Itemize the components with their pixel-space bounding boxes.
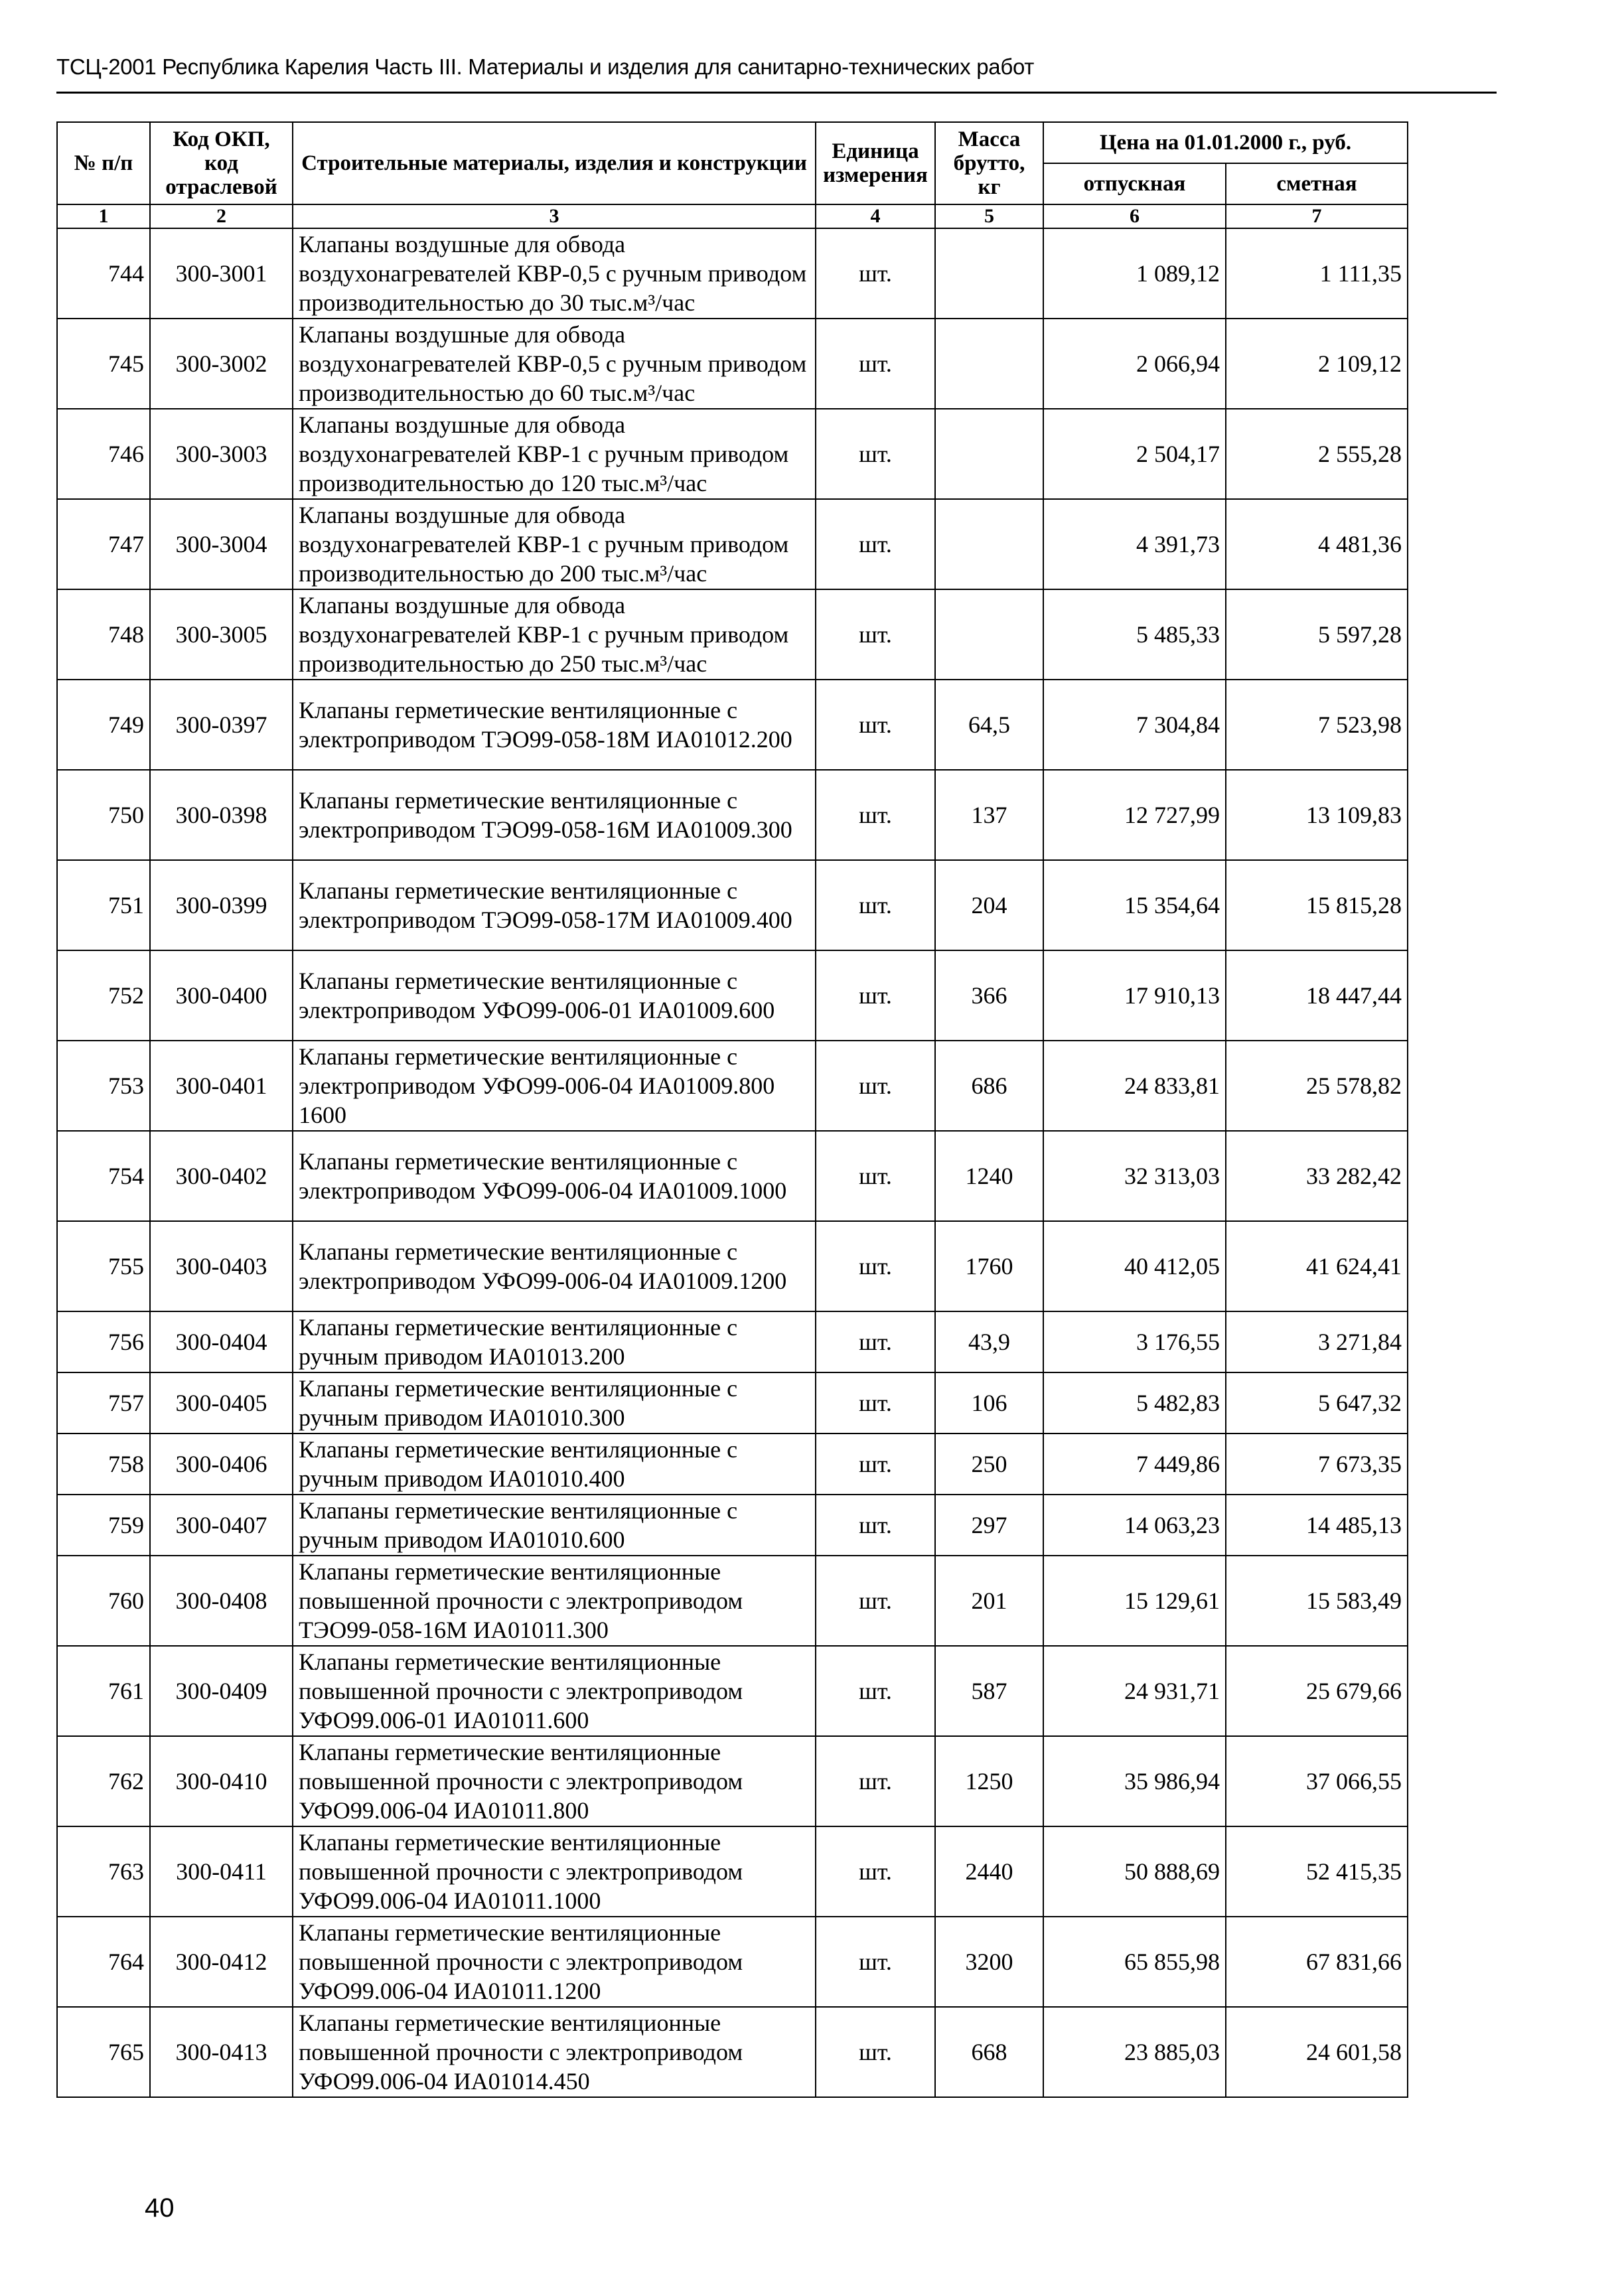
- mass: [935, 589, 1043, 680]
- unit: шт.: [816, 950, 935, 1041]
- price-release: 1 089,12: [1043, 228, 1226, 319]
- unit: шт.: [816, 1826, 935, 1917]
- material-name: Клапаны герметические вентиляционные с ручным приводом ИА01013.200: [293, 1311, 816, 1372]
- col-header-price-group: Цена на 01.01.2000 г., руб.: [1043, 122, 1408, 163]
- price-release: 32 313,03: [1043, 1131, 1226, 1221]
- page-number: 40: [145, 2193, 175, 2223]
- material-name: Клапаны герметические вентиляционные с электроприводом УФО99-006-04 ИА01009.1000: [293, 1131, 816, 1221]
- mass: 1240: [935, 1131, 1043, 1221]
- unit: шт.: [816, 1736, 935, 1826]
- row-number: 757: [57, 1372, 150, 1434]
- okp-code: 300-0411: [150, 1826, 293, 1917]
- price-estimate: 52 415,35: [1226, 1826, 1408, 1917]
- table-row: [57, 1556, 1408, 1646]
- okp-code: 300-0405: [150, 1372, 293, 1434]
- unit: шт.: [816, 1495, 935, 1556]
- price-release: 24 833,81: [1043, 1041, 1226, 1131]
- row-number: 763: [57, 1826, 150, 1917]
- okp-code: 300-0407: [150, 1495, 293, 1556]
- mass: 1250: [935, 1736, 1043, 1826]
- material-name: Клапаны герметические вентиляционные повышенной прочности с электроприводом УФО99.006-04 ИА01011.1000: [293, 1826, 816, 1917]
- row-number: 752: [57, 950, 150, 1041]
- table-row: [57, 1041, 1408, 1131]
- column-number: 2: [150, 204, 293, 228]
- col-header-name: Строительные материалы, изделия и конструкции: [293, 122, 816, 204]
- okp-code: 300-3004: [150, 499, 293, 589]
- price-estimate: 5 647,32: [1226, 1372, 1408, 1434]
- column-number: 7: [1226, 204, 1408, 228]
- okp-code: 300-0413: [150, 2007, 293, 2097]
- table-row: [57, 860, 1408, 950]
- column-number: 6: [1043, 204, 1226, 228]
- row-number: 755: [57, 1221, 150, 1311]
- row-number: 754: [57, 1131, 150, 1221]
- price-release: 40 412,05: [1043, 1221, 1226, 1311]
- material-name: Клапаны воздушные для обвода воздухонагревателей КВР-0,5 с ручным приводом производительностью до 30 тыс.м³/час: [293, 228, 816, 319]
- okp-code: 300-0412: [150, 1917, 293, 2007]
- price-release: 2 504,17: [1043, 409, 1226, 499]
- price-table: [56, 121, 1408, 2098]
- price-release: 4 391,73: [1043, 499, 1226, 589]
- row-number: 756: [57, 1311, 150, 1372]
- unit: шт.: [816, 1556, 935, 1646]
- col-header-num: № п/п: [57, 122, 150, 204]
- okp-code: 300-0403: [150, 1221, 293, 1311]
- price-release: 14 063,23: [1043, 1495, 1226, 1556]
- table-row: [57, 589, 1408, 680]
- table-row: [57, 770, 1408, 860]
- price-estimate: 7 523,98: [1226, 680, 1408, 770]
- row-number: 748: [57, 589, 150, 680]
- row-number: 750: [57, 770, 150, 860]
- unit: шт.: [816, 409, 935, 499]
- okp-code: 300-3002: [150, 319, 293, 409]
- price-estimate: 4 481,36: [1226, 499, 1408, 589]
- material-name: Клапаны воздушные для обвода воздухонагревателей КВР-0,5 с ручным приводом производительностью до 60 тыс.м³/час: [293, 319, 816, 409]
- material-name: Клапаны герметические вентиляционные повышенной прочности с электроприводом УФО99.006-01 ИА01011.600: [293, 1646, 816, 1736]
- price-estimate: 13 109,83: [1226, 770, 1408, 860]
- column-number: 5: [935, 204, 1043, 228]
- table-row: [57, 950, 1408, 1041]
- price-release: 12 727,99: [1043, 770, 1226, 860]
- okp-code: 300-0406: [150, 1434, 293, 1495]
- mass: [935, 319, 1043, 409]
- price-estimate: 15 583,49: [1226, 1556, 1408, 1646]
- price-release: 5 482,83: [1043, 1372, 1226, 1434]
- row-number: 762: [57, 1736, 150, 1826]
- table-row: [57, 1826, 1408, 1917]
- okp-code: 300-0400: [150, 950, 293, 1041]
- material-name: Клапаны герметические вентиляционные повышенной прочности с электроприводом ТЭО99-058-16М ИА01011.300: [293, 1556, 816, 1646]
- row-number: 747: [57, 499, 150, 589]
- unit: шт.: [816, 860, 935, 950]
- okp-code: 300-3003: [150, 409, 293, 499]
- okp-code: 300-0397: [150, 680, 293, 770]
- table-row: [57, 2007, 1408, 2097]
- okp-code: 300-0401: [150, 1041, 293, 1131]
- material-name: Клапаны герметические вентиляционные с электроприводом УФО99-006-04 ИА01009.1200: [293, 1221, 816, 1311]
- material-name: Клапаны герметические вентиляционные повышенной прочности с электроприводом УФО99.006-04 ИА01011.800: [293, 1736, 816, 1826]
- okp-code: 300-0408: [150, 1556, 293, 1646]
- row-number: 744: [57, 228, 150, 319]
- mass: 250: [935, 1434, 1043, 1495]
- row-number: 765: [57, 2007, 150, 2097]
- unit: шт.: [816, 680, 935, 770]
- col-header-mass: Масса брутто, кг: [935, 122, 1043, 204]
- table-row: [57, 1311, 1408, 1372]
- price-estimate: 1 111,35: [1226, 228, 1408, 319]
- unit: шт.: [816, 499, 935, 589]
- price-estimate: 7 673,35: [1226, 1434, 1408, 1495]
- mass: 587: [935, 1646, 1043, 1736]
- okp-code: 300-0410: [150, 1736, 293, 1826]
- okp-code: 300-3005: [150, 589, 293, 680]
- okp-code: 300-0398: [150, 770, 293, 860]
- row-number: 749: [57, 680, 150, 770]
- table-row: [57, 1221, 1408, 1311]
- mass: 64,5: [935, 680, 1043, 770]
- material-name: Клапаны воздушные для обвода воздухонагревателей КВР-1 с ручным приводом производительностью до 200 тыс.м³/час: [293, 499, 816, 589]
- mass: 686: [935, 1041, 1043, 1131]
- table-row: [57, 1434, 1408, 1495]
- unit: шт.: [816, 228, 935, 319]
- table-row: [57, 409, 1408, 499]
- mass: 366: [935, 950, 1043, 1041]
- material-name: Клапаны герметические вентиляционные с ручным приводом ИА01010.600: [293, 1495, 816, 1556]
- mass: 297: [935, 1495, 1043, 1556]
- price-release: 7 304,84: [1043, 680, 1226, 770]
- mass: 3200: [935, 1917, 1043, 2007]
- table-row: [57, 680, 1408, 770]
- unit: шт.: [816, 319, 935, 409]
- material-name: Клапаны герметические вентиляционные с электроприводом УФО99-006-04 ИА01009.800 1600: [293, 1041, 816, 1131]
- mass: [935, 228, 1043, 319]
- price-release: 2 066,94: [1043, 319, 1226, 409]
- price-release: 65 855,98: [1043, 1917, 1226, 2007]
- okp-code: 300-0399: [150, 860, 293, 950]
- material-name: Клапаны герметические вентиляционные с электроприводом ТЭО99-058-16М ИА01009.300: [293, 770, 816, 860]
- okp-code: 300-0409: [150, 1646, 293, 1736]
- table-row: [57, 228, 1408, 319]
- mass: 204: [935, 860, 1043, 950]
- mass: 201: [935, 1556, 1043, 1646]
- row-number: 758: [57, 1434, 150, 1495]
- unit: шт.: [816, 770, 935, 860]
- unit: шт.: [816, 1041, 935, 1131]
- okp-code: 300-0404: [150, 1311, 293, 1372]
- unit: шт.: [816, 1221, 935, 1311]
- row-number: 761: [57, 1646, 150, 1736]
- unit: шт.: [816, 1917, 935, 2007]
- column-number: 1: [57, 204, 150, 228]
- page-header: ТСЦ-2001 Республика Карелия Часть III. Материалы и изделия для санитарно-технических работ: [56, 54, 1035, 79]
- mass: 668: [935, 2007, 1043, 2097]
- mass: 137: [935, 770, 1043, 860]
- table-row: [57, 319, 1408, 409]
- price-estimate: 25 578,82: [1226, 1041, 1408, 1131]
- unit: шт.: [816, 1646, 935, 1736]
- price-release: 15 129,61: [1043, 1556, 1226, 1646]
- price-estimate: 24 601,58: [1226, 2007, 1408, 2097]
- price-estimate: 18 447,44: [1226, 950, 1408, 1041]
- mass: 2440: [935, 1826, 1043, 1917]
- header-divider: [56, 92, 1497, 94]
- col-header-unit: Единица измерения: [816, 122, 935, 204]
- unit: шт.: [816, 1131, 935, 1221]
- material-name: Клапаны герметические вентиляционные повышенной прочности с электроприводом УФО99.006-04 ИА01014.450: [293, 2007, 816, 2097]
- price-estimate: 5 597,28: [1226, 589, 1408, 680]
- price-release: 5 485,33: [1043, 589, 1226, 680]
- mass: [935, 409, 1043, 499]
- price-release: 50 888,69: [1043, 1826, 1226, 1917]
- column-number: 3: [293, 204, 816, 228]
- unit: шт.: [816, 1311, 935, 1372]
- price-release: 23 885,03: [1043, 2007, 1226, 2097]
- price-estimate: 2 109,12: [1226, 319, 1408, 409]
- row-number: 746: [57, 409, 150, 499]
- price-release: 7 449,86: [1043, 1434, 1226, 1495]
- table-row: [57, 1131, 1408, 1221]
- price-release: 17 910,13: [1043, 950, 1226, 1041]
- material-name: Клапаны воздушные для обвода воздухонагревателей КВР-1 с ручным приводом производительностью до 250 тыс.м³/час: [293, 589, 816, 680]
- mass: [935, 499, 1043, 589]
- row-number: 760: [57, 1556, 150, 1646]
- column-number-row: [57, 204, 1408, 228]
- mass: 106: [935, 1372, 1043, 1434]
- table-row: [57, 1646, 1408, 1736]
- price-estimate: 33 282,42: [1226, 1131, 1408, 1221]
- price-estimate: 41 624,41: [1226, 1221, 1408, 1311]
- price-estimate: 37 066,55: [1226, 1736, 1408, 1826]
- material-name: Клапаны герметические вентиляционные с ручным приводом ИА01010.300: [293, 1372, 816, 1434]
- mass: 1760: [935, 1221, 1043, 1311]
- unit: шт.: [816, 1434, 935, 1495]
- row-number: 753: [57, 1041, 150, 1131]
- okp-code: 300-0402: [150, 1131, 293, 1221]
- okp-code: 300-3001: [150, 228, 293, 319]
- material-name: Клапаны герметические вентиляционные повышенной прочности с электроприводом УФО99.006-04 ИА01011.1200: [293, 1917, 816, 2007]
- material-name: Клапаны герметические вентиляционные с электроприводом УФО99-006-01 ИА01009.600: [293, 950, 816, 1041]
- price-estimate: 15 815,28: [1226, 860, 1408, 950]
- price-release: 15 354,64: [1043, 860, 1226, 950]
- table-row: [57, 1372, 1408, 1434]
- row-number: 751: [57, 860, 150, 950]
- price-release: 3 176,55: [1043, 1311, 1226, 1372]
- material-name: Клапаны герметические вентиляционные с электроприводом ТЭО99-058-18М ИА01012.200: [293, 680, 816, 770]
- table-row: [57, 1736, 1408, 1826]
- unit: шт.: [816, 2007, 935, 2097]
- row-number: 764: [57, 1917, 150, 2007]
- price-estimate: 25 679,66: [1226, 1646, 1408, 1736]
- col-header-price-release: отпускная: [1043, 163, 1226, 204]
- unit: шт.: [816, 589, 935, 680]
- material-name: Клапаны герметические вентиляционные с ручным приводом ИА01010.400: [293, 1434, 816, 1495]
- unit: шт.: [816, 1372, 935, 1434]
- price-estimate: 14 485,13: [1226, 1495, 1408, 1556]
- price-release: 35 986,94: [1043, 1736, 1226, 1826]
- price-estimate: 67 831,66: [1226, 1917, 1408, 2007]
- col-header-code: Код ОКП, код отраслевой: [150, 122, 293, 204]
- col-header-price-estimate: сметная: [1226, 163, 1408, 204]
- row-number: 745: [57, 319, 150, 409]
- mass: 43,9: [935, 1311, 1043, 1372]
- price-release: 24 931,71: [1043, 1646, 1226, 1736]
- price-estimate: 3 271,84: [1226, 1311, 1408, 1372]
- material-name: Клапаны воздушные для обвода воздухонагревателей КВР-1 с ручным приводом производительностью до 120 тыс.м³/час: [293, 409, 816, 499]
- table-row: [57, 1495, 1408, 1556]
- table-row: [57, 499, 1408, 589]
- price-estimate: 2 555,28: [1226, 409, 1408, 499]
- table-row: [57, 1917, 1408, 2007]
- row-number: 759: [57, 1495, 150, 1556]
- column-number: 4: [816, 204, 935, 228]
- material-name: Клапаны герметические вентиляционные с электроприводом ТЭО99-058-17М ИА01009.400: [293, 860, 816, 950]
